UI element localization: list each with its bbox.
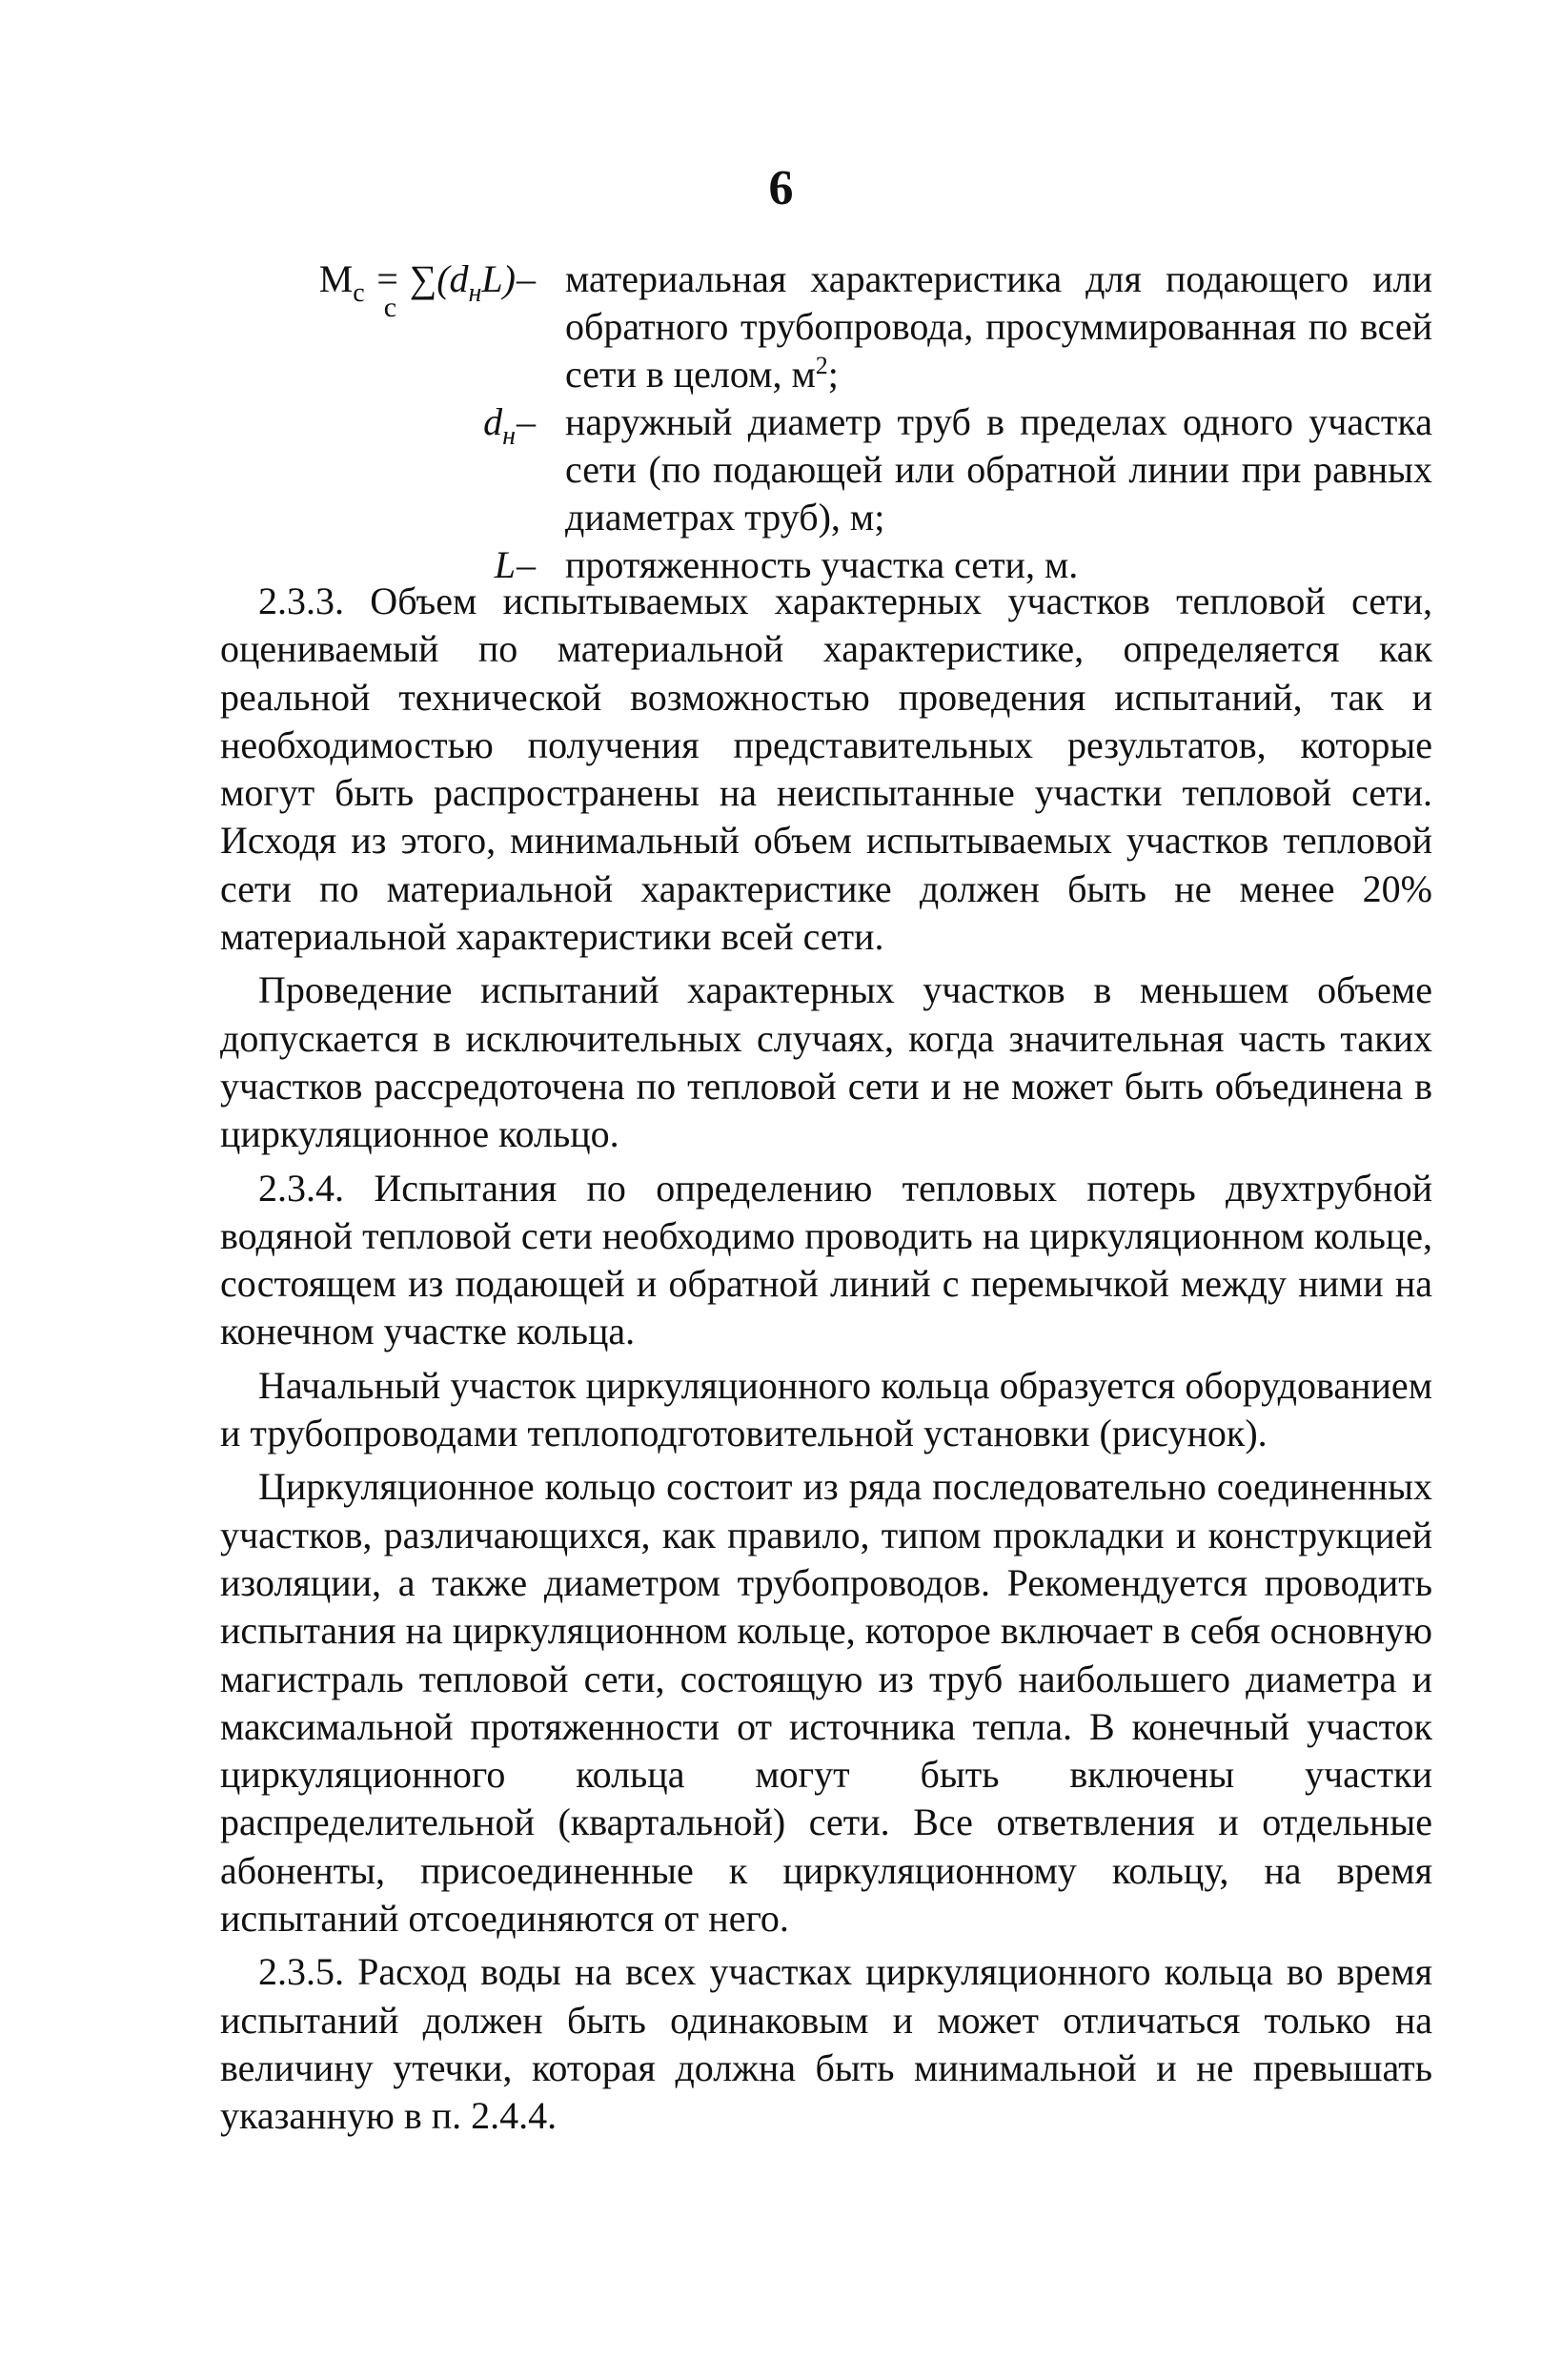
term-end: L) [481, 257, 516, 300]
paragraph-reduced-volume: Проведение испытаний характерных участков в меньшем объеме допускается в исключительных случаях, когда значительная часть таких участков рассредоточена по тепловой сети и не может быть объединена в циркуляционное кольцо. [220, 968, 1432, 1156]
definition-dash: – [517, 257, 536, 300]
term-sum: = ∑(d [364, 257, 469, 300]
body-text [220, 578, 1432, 2146]
definition-dn [0, 398, 1562, 541]
definition-mc [0, 255, 1562, 398]
definition-superscript: 2 [815, 352, 828, 379]
page-number: 6 [768, 161, 794, 215]
definition-text-mc [565, 255, 1432, 398]
paragraph-2-3-5: 2.3.5. Расход воды на всех участках циркуляционного кольца во время испытаний должен быть одинаковым и может отличаться только на величину утечки, которая должна быть минимальной и не превышать указанную в п. 2.4.4. [220, 1950, 1432, 2138]
definition-end: ; [827, 353, 839, 396]
term-subscript: с [353, 278, 365, 308]
paragraph-2-3-3: 2.3.3. Объем испытываемых характерных участков тепловой сети, оцениваемый по материальной характеристике, определяется как реальной технической возможностью проведения испытаний, так и необходимостью получения представительных результатов, которые могут быть распространены на неиспытанные участки тепловой сети. Исходя из этого, минимальный объем испытываемых участков тепловой сети по материальной характеристике должен быть не менее 20% материальной характеристики всей сети. [220, 580, 1432, 959]
paragraph-initial-section: Начальный участок циркуляционного кольца образуется оборудованием и трубопроводами теплоподготовительной установки (рисунок). [220, 1363, 1432, 1455]
term-sum-index: с [383, 292, 397, 323]
definitions-list [0, 255, 1562, 589]
paragraph-2-3-4: 2.3.4. Испытания по определению тепловых потерь двухтрубной водяной тепловой сети необходимо проводить на циркуляционном кольце, состоящем из подающей и обратной линий с перемычкой между ними на конечном участке кольца. [220, 1166, 1432, 1353]
term-subscript: н [502, 421, 516, 451]
term-symbol: М [318, 257, 354, 300]
definition-text-dn: наружный диаметр труб в пределах одного участка сети (по подающей или обратной линии при равных диаметрах труб), м; [565, 400, 1432, 539]
term-symbol: L [494, 543, 516, 586]
paragraph-circulation-ring: Циркуляционное кольцо состоит из ряда последовательно соединенных участков, различающихся, как правило, типом прокладки и конструкцией изоляции, а также диаметром трубопроводов. Рекомендуется проводить испытания на циркуляционном кольце, которое включает в себя основную магистраль тепловой сети, состоящую из труб наибольшего диаметра и максимальной протяженности от источника тепла. В конечный участок циркуляционного кольца могут быть включены участки распределительной (квартальной) сети. Все ответвления и отдельные абоненты, присоединенные к циркуляционному кольцу, на время испытаний отсоединяются от него. [220, 1465, 1432, 1941]
term-symbol: d [483, 400, 503, 443]
definition-term-mc [318, 255, 516, 323]
term-subscript-2: н [468, 278, 482, 308]
definition-term-dn [483, 398, 516, 460]
definition-dash: – [517, 400, 536, 443]
definition-text-l: протяженность участка сети, м. [565, 543, 1079, 586]
definition-dash: – [517, 543, 536, 586]
definition-body: материальная характеристика для подающего или обратного трубопровода, просуммированная по всей сети в целом, м [565, 257, 1432, 396]
